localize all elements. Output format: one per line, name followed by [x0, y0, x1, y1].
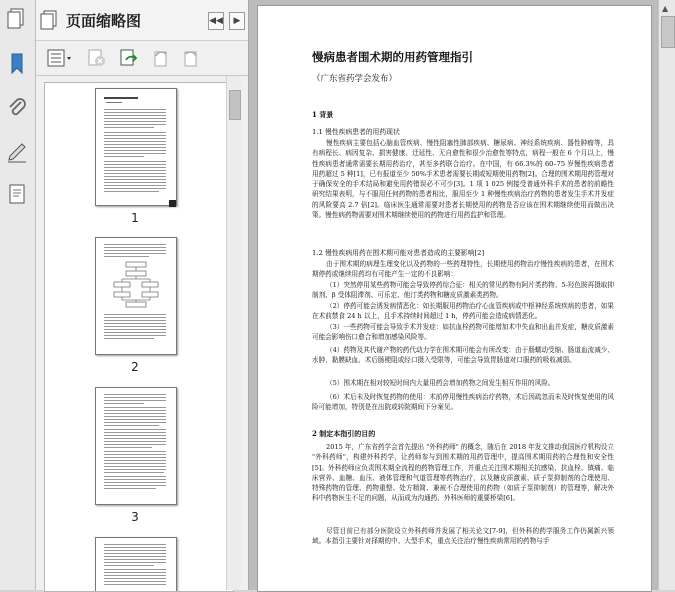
thumbnail-scrollbar[interactable]: [226, 76, 241, 590]
section-1-heading: 1 背景: [312, 110, 334, 119]
content-layers-icon[interactable]: [5, 182, 29, 206]
panel-options-button[interactable]: ▶: [229, 12, 245, 30]
thumbnails-panel-icon: [39, 9, 61, 35]
page-label-1: 1: [131, 211, 139, 225]
page-thumbnail-1[interactable]: [95, 88, 177, 206]
options-menu-icon[interactable]: [46, 48, 68, 68]
document-scrollbar[interactable]: [658, 0, 675, 590]
document-page: [257, 5, 652, 592]
side-icon-rail: [0, 0, 36, 590]
attachments-paperclip-icon[interactable]: [5, 96, 29, 120]
collapse-panel-button[interactable]: ◀◀: [208, 12, 224, 30]
page-label-2: 2: [131, 360, 139, 374]
thumbnail-scrollbar-thumb[interactable]: [229, 90, 241, 120]
page-thumbnail-3[interactable]: [95, 387, 177, 505]
thumbnail-resize-handle[interactable]: [169, 200, 176, 207]
rotate-clockwise-icon[interactable]: [180, 48, 202, 68]
delete-page-icon[interactable]: [86, 48, 108, 68]
paragraph-6: （4）药物及其代谢产物的药代动力学在围术期可能会有所改变：由于肠蠕动受缩、肠道血流减少、水肿、黏膜缺血、术后肠梗阻或经口摄入受限等，可能会导致胃肠道对口服药的吸收减弱。: [312, 346, 614, 365]
doc-title: 慢病患者围术期的用药管理指引: [312, 50, 473, 64]
signatures-pen-icon[interactable]: [5, 140, 29, 164]
paragraph-3: （1）突然停用某些药物可能会导致停药综合征：相关的常见药物有阿片类药物、5-羟色胺再摄取抑制剂、β 受体阻滞剂、可乐定、他汀类药物和糖皮质激素类药物。: [312, 281, 614, 300]
doc-subtitle: （广东省药学会发布）: [312, 74, 398, 84]
paragraph-1: 慢性疾病主要包括心脑血管疾病、慢性阻塞性肺部疾病、糖尿病、神经系统疾病、器性肿瘤等，具有病程长、病因复杂、损害健康、迁延性、无自愈性和很少治愈性等特点，病程一般在 6 个月以上，慢性疾病患者通常需要长期用药治疗，甚至多药联合治疗。在中国，有 66.3%的 60–75 岁慢性疾病患者用药超过 5 种[1]，已有报道至少 50%手术患者需要长期或短期使用药物[2]。合理的围术期用药管理对于确保安全的手术结局和避免用药错误必不可少[3]。1 项 1 025 例接受普通外科手术的患者的前瞻性研究结果表明，与不服用任何药物的患者相比，服用至少 1 种慢性疾病治疗药物的患者发生手术并发症的风险要高 2.7 倍[2]。临床医生通常需要对患者长期使用的药物是否应该在围术期继续使用而做出决策。慢性病药物需要对围术期继续使用的药物进行用药监护和管理。: [312, 139, 614, 220]
bookmarks-icon[interactable]: [5, 52, 29, 76]
scroll-up-arrow-icon[interactable]: ▲: [662, 4, 669, 13]
panel-title: 页面缩略图: [66, 12, 142, 30]
thumbnail-list[interactable]: [44, 82, 234, 592]
page-thumbnail-4[interactable]: [95, 537, 177, 592]
section-1-2-heading: 1.2 慢性疾病用药在围术期可能对患者造成的主要影响[2]: [312, 249, 485, 257]
document-scrollbar-thumb[interactable]: [661, 16, 675, 48]
paragraph-2: 由于围术期的病理生理变化以及药物的一些药理特性，长期使用药物治疗慢性疾病的患者，在围术期停药或继续用药均有可能产生一定的不良影响：: [312, 260, 614, 279]
panel-header: [36, 0, 248, 41]
section-2-heading: 2 制定本指引的目的: [312, 429, 376, 438]
paragraph-5: （3）一些药物可能会导致手术并发症：如抗血栓药物可能增加术中失血和出血并发症，糖皮质激素可能会影响伤口愈合和增加感染风险等。: [312, 323, 614, 342]
paragraph-7: （5）围术期在相对较短时间内大量用药会增加药物之间发生相互作用的风险。: [326, 379, 555, 387]
document-view: [249, 0, 658, 590]
paragraph-10: 尽管目前已有部分医院设立外科药师并发展了相关论文[7-9]，但外科的药学服务工作仍属新兴领域。本指引主要针对择期的中、大型手术，重点关注治疗慢性疾病常用的药物与手: [312, 527, 614, 546]
paragraph-8: （6）术后未及时恢复药物的使用：术前停用慢性疾病治疗药物，术后因疏忽而未及时恢复使用的风险可能增加，特别是在出院或转院期间下分案见。: [312, 393, 614, 412]
page-thumbnail-2[interactable]: [95, 237, 177, 355]
section-1-1-heading: 1.1 慢性疾病患者的用药现状: [312, 128, 400, 136]
rotate-counterclockwise-icon[interactable]: [150, 48, 172, 68]
page-thumbnails-panel: [36, 0, 249, 590]
page-label-3: 3: [131, 510, 139, 524]
page-thumbnails-icon[interactable]: [5, 6, 29, 30]
thumbnail-toolbar: [36, 41, 248, 76]
paragraph-9: 2015 年，广东省药学会首先提出 "外科药师" 的概念，随后在 2018 年发文推动我国医疗机构设立 "外科药师"，构建外科药学，让药师参与到围术期的用药管理中，提高围术期用药的合理性和安全性[5]。外科药师应负责围术期全流程的药物管理工作，并重点关注围术期相关抗感染、抗血栓、镇痛、临床营养、血糖、血压、液体管理和气道管理等药物治疗，以及糖皮质激素、质子泵抑制剂的合理使用、特殊药物的管理、药物重整、处方精简、兼被不合理使用的药物（如质子泵抑制剂）的管理等，解决外科中药物医生不足的问题，从而成为沟通药、外科医师的重要桥梁[6]。: [312, 443, 614, 503]
paragraph-4: （2）停药可能会诱发病情恶化：如长期服用药物治疗心血管疾病或中枢神经系统疾病的患者，如果在术前禁食 24 h 以上，且手术持续时间超过 1 h，停药可能会造成病情恶化。: [312, 302, 614, 321]
extract-page-icon[interactable]: [118, 48, 140, 68]
